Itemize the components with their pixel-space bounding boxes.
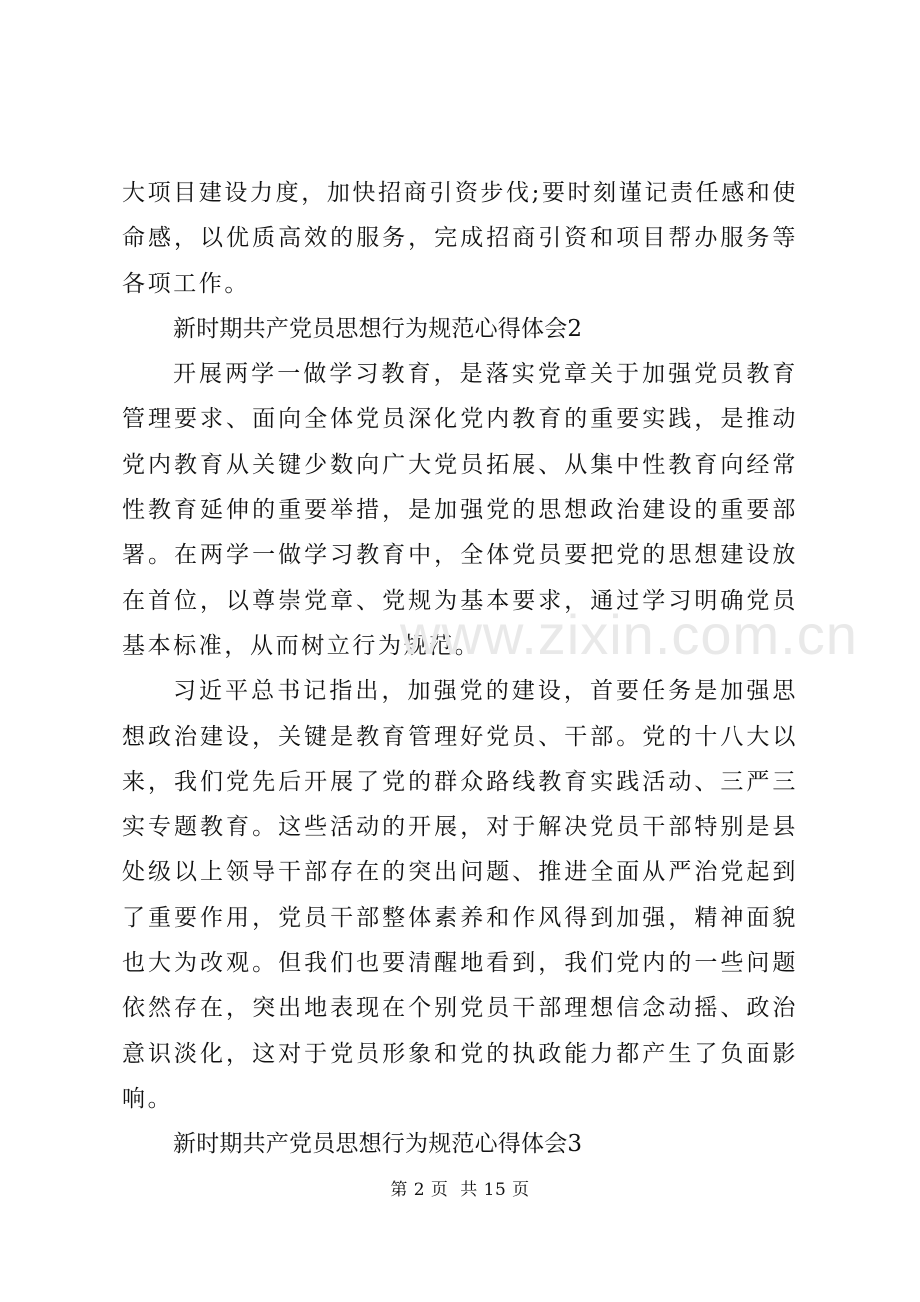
body-paragraph: 习近平总书记指出，加强党的建设，首要任务是加强思想政治建设，关键是教育管理好党员、干部。党的十八大以来，我们党先后开展了党的群众路线教育实践活动、三严三实专题教育。这些活动的开展，对于解决党员干部特别是县处级以上领导干部存在的突出问题、推进全面从严治党起到了重要作用，党员干部整体素养和作风得到加强，精神面貌也大为改观。但我们也要清醒地看到，我们党内的一些问题依然存在，突出地表现在个别党员干部理想信念动摇、政治意识淡化，这对于党员形象和党的执政能力都产生了负面影响。 xyxy=(122,678,798,1112)
section-heading: 新时期共产党员思想行为规范心得体会3 xyxy=(173,1131,583,1158)
page-number-label: 第 2 页 共 15 页 xyxy=(390,1180,530,1200)
document-body xyxy=(122,171,798,1168)
continuation-paragraph: 大项目建设力度，加快招商引资步伐;要时刻谨记责任感和使命感，以优质高效的服务，完成招商引资和项目帮办服务等各项工作。 xyxy=(122,180,798,297)
page-footer xyxy=(0,1175,920,1200)
watermark: www.zixin.com.cn xyxy=(400,603,858,666)
section-heading: 新时期共产党员思想行为规范心得体会2 xyxy=(173,315,583,342)
body-paragraph: 开展两学一做学习教育，是落实党章关于加强党员教育管理要求、面向全体党员深化党内教育的重要实践，是推动党内教育从关键少数向广大党员拓展、从集中性教育向经常性教育延伸的重要举措，是加强党的思想政治建设的重要部署。在两学一做学习教育中，全体党员要把党的思想建设放在首位，以尊崇党章、党规为基本要求，通过学习明确党员基本标准，从而树立行为规范。 xyxy=(122,361,798,659)
